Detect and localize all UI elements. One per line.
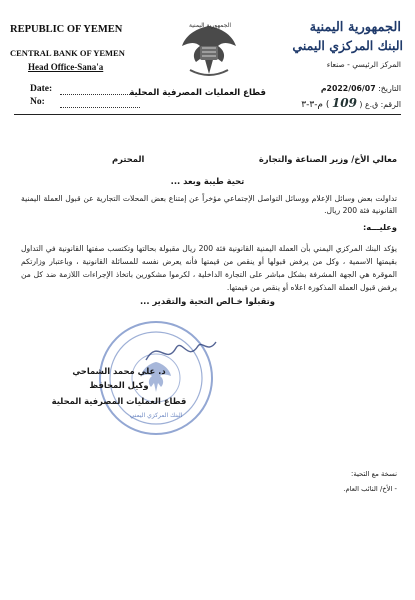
greeting: تحية طيبة وبعد ... <box>170 176 245 186</box>
paragraph-2: يؤكد البنك المركزي اليمني بأن العملة اليمنية القانونية فئة 200 ريال مقبولة بحالتها وتكتسب صفتها القانونية في التداول بقيمتها الاسمية ، وكل من يرفض قبولها أو ينقص من قيمتها فأنه يعرض نفسه للمسائلة القانونية ، وباعتبار وزارتكم الموقرة هي الجهة المشرفة بشكل مباشر على التجارة الداخلية ، لكرموا مشكورين باتخاذ الإجراءات اللازمة ضد كل من يرفض قبول العملة المذكورة اعلاه أو ينقص من قيمتها. <box>21 244 397 292</box>
copies-item-1: - الأخ/ النائب العام. <box>343 485 397 493</box>
bank-name-ar: البنك المركزي اليمني <box>292 38 403 53</box>
ref-row-ar <box>301 96 401 110</box>
emblem-banner: الجمهورية اليمنية <box>188 22 231 29</box>
copies-header: نسخة مع التحية: <box>351 470 397 478</box>
header-rule <box>14 114 401 115</box>
date-value: 2022/06/07م <box>320 84 376 93</box>
ref-number: 109 <box>331 96 357 110</box>
republic-title-ar: الجمهورية اليمنية <box>309 20 401 35</box>
number-label-en: No: <box>30 97 45 107</box>
number-field-en <box>60 99 140 108</box>
republic-title-en: REPUBLIC OF YEMEN <box>10 24 123 35</box>
signatory-title: وكيل المحافظ <box>89 380 149 390</box>
bank-name-en: CENTRAL BANK OF YEMEN <box>10 48 125 58</box>
addressee: معالي الأخ/ وزير الصناعة والتجارة <box>258 154 397 164</box>
date-row-ar <box>321 84 401 93</box>
head-office-en: Head Office-Sana'a <box>28 62 104 72</box>
head-office-ar: المركز الرئيسي - صنعاء <box>326 60 401 69</box>
ref-label-ar: الرقم: ق.ع ( <box>359 100 401 109</box>
stamp-text: البنك المركزي اليمني <box>129 412 183 419</box>
ref-suffix: ) م-٣-٣ <box>301 100 330 110</box>
signatory-sector: قطاع العمليات المصرفية المحلية <box>51 396 187 406</box>
honorific: المحترم <box>112 154 145 164</box>
date-label-ar: التاريخ: <box>378 84 401 93</box>
closing: وتقبلوا خـالص التحية والتقدير ... <box>140 296 275 306</box>
signatory-name: د. علي محمد الشماحي <box>72 366 166 376</box>
date-field-en <box>60 86 140 95</box>
paragraph-1: تداولت بعض وسائل الإعلام ووسائل التواصل الإجتماعي مؤخراً عن إمتناع بعض المحلات التجارية عن قبول العملة اليمنية القانونية فئة 200 ريال. <box>21 194 397 215</box>
sector-title: قطاع العمليات المصرفية المحلية <box>129 88 266 98</box>
therefore-heading: وعليـــه: <box>362 222 397 232</box>
date-label-en: Date: <box>30 84 53 94</box>
